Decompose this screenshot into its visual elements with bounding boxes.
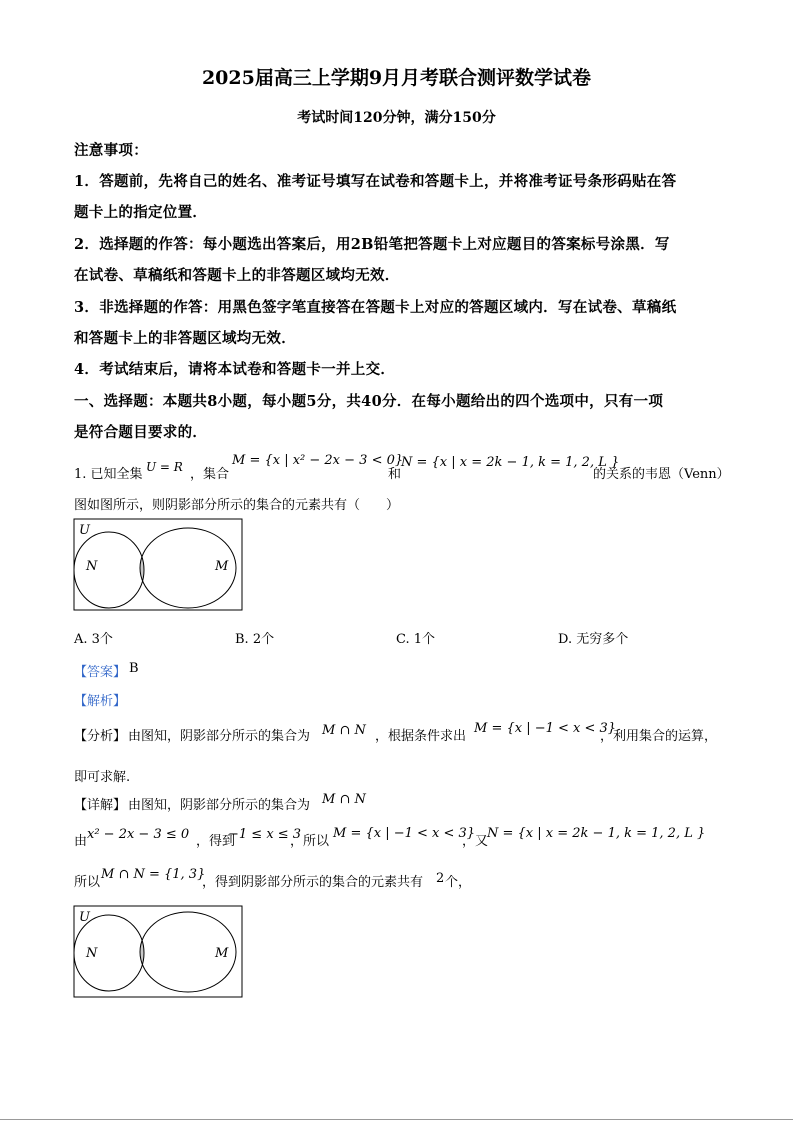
universe-label: U (79, 523, 90, 538)
set-n-label: N (86, 559, 98, 574)
set-n-definition: N = {x | x = 2k − 1, k = 1, 2, L } (401, 455, 620, 470)
notice-item-4: 4．考试结束后，请将本试卷和答题卡一并上交． (74, 361, 396, 378)
fenxi-tag: 【分析】 (74, 729, 127, 744)
notice-item-2-line-1: 2．选择题的作答：每小题选出答案后，用2B铅笔把答题卡上对应题目的答案标号涂黑．写 (74, 236, 670, 253)
set-m-label: M (215, 946, 229, 961)
set-n-circle (74, 532, 144, 608)
page-title: 2025届高三上学期9月月考联合测评数学试卷 (201, 67, 592, 89)
fenxi-m-result: M = {x | −1 < x < 3} (474, 721, 617, 736)
section-heading-line-2: 是符合题目要求的． (74, 424, 208, 441)
question-1-line-2: 图如图所示，则阴影部分所示的集合的元素共有（ ） (74, 498, 400, 513)
step-2-text: ，得到阴影部分所示的集合的元素共有 (202, 875, 424, 890)
notice-item-2-line-2: 在试卷、草稿纸和答题卡上的非答题区域均无效． (74, 267, 400, 284)
question-1-and: 和 (388, 467, 402, 482)
step-2-prefix: 所以 (74, 875, 101, 890)
question-1-mid: ，集合 (190, 467, 230, 482)
step-1-you: ，又 (462, 834, 489, 849)
step-1-set-m: M = {x | −1 < x < 3} (333, 826, 476, 841)
notice-item-3-line-1: 3．非选择题的作答：用黑色签字笔直接答在答题卡上对应的答题区域内．写在试卷、草稿纸 (74, 299, 677, 316)
option-c: C. 1个 (396, 632, 436, 647)
xiangjie-text: 由图知，阴影部分所示的集合为 (128, 798, 311, 813)
universe-label: U (79, 910, 90, 925)
venn-diagram-question (73, 518, 244, 612)
step-2-intersection: M ∩ N = {1, 3} (101, 867, 206, 882)
fenxi-line-2: 即可求解. (74, 770, 131, 785)
fenxi-text-2: ，根据条件求出 (375, 729, 467, 744)
analysis-tag: 【解析】 (74, 694, 127, 709)
question-1-prefix: 1. 已知全集 (74, 467, 143, 482)
page-bottom-rule (0, 1119, 793, 1120)
question-1-suffix: 的关系的韦恩（Venn） (593, 467, 730, 482)
option-d: D. 无穷多个 (558, 632, 629, 647)
set-n-circle (74, 915, 144, 991)
question-1-universe: U = R (146, 460, 183, 474)
fenxi-intersection: M ∩ N (322, 723, 366, 738)
fenxi-text-1: 由图知，阴影部分所示的集合为 (128, 729, 311, 744)
notice-item-3-line-2: 和答题卡上的非答题区域均无效． (74, 330, 296, 347)
exam-info: 考试时间120分钟，满分150分 (297, 110, 496, 126)
set-m-definition: M = {x | x² − 2x − 3 < 0} (232, 453, 404, 468)
step-1-set-n: N = {x | x = 2k − 1, k = 1, 2, L } (487, 826, 706, 841)
option-b: B. 2个 (235, 632, 275, 647)
step-2-end: 个， (445, 875, 472, 890)
fenxi-text-3: ，利用集合的运算， (600, 729, 718, 744)
answer-value: B (129, 661, 139, 676)
step-1-prefix: 由 (74, 834, 88, 849)
option-a: A. 3个 (74, 632, 113, 647)
xiangjie-tag: 【详解】 (74, 798, 127, 813)
step-1-range: −1 ≤ x ≤ 3 (228, 827, 302, 842)
step-1-inequality: x² − 2x − 3 ≤ 0 (87, 827, 190, 842)
set-m-label: M (215, 559, 229, 574)
step-2-count: 2 (436, 871, 445, 886)
answer-tag: 【答案】 (74, 665, 127, 680)
section-heading-line-1: 一、选择题：本题共8小题，每小题5分，共40分．在每小题给出的四个选项中，只有一项 (74, 393, 664, 410)
step-1-mid-2: ，所以 (290, 834, 330, 849)
notice-item-1-line-2: 题卡上的指定位置． (74, 204, 208, 221)
step-1-mid: ，得到 (196, 834, 236, 849)
notice-item-1-line-1: 1．答题前，先将自己的姓名、准考证号填写在试卷和答题卡上，并将准考证号条形码贴在答 (74, 173, 677, 190)
venn-diagram-solution (73, 905, 244, 999)
set-n-label: N (86, 946, 98, 961)
notice-heading: 注意事项： (74, 142, 148, 159)
xiangjie-intersection: M ∩ N (322, 792, 366, 807)
